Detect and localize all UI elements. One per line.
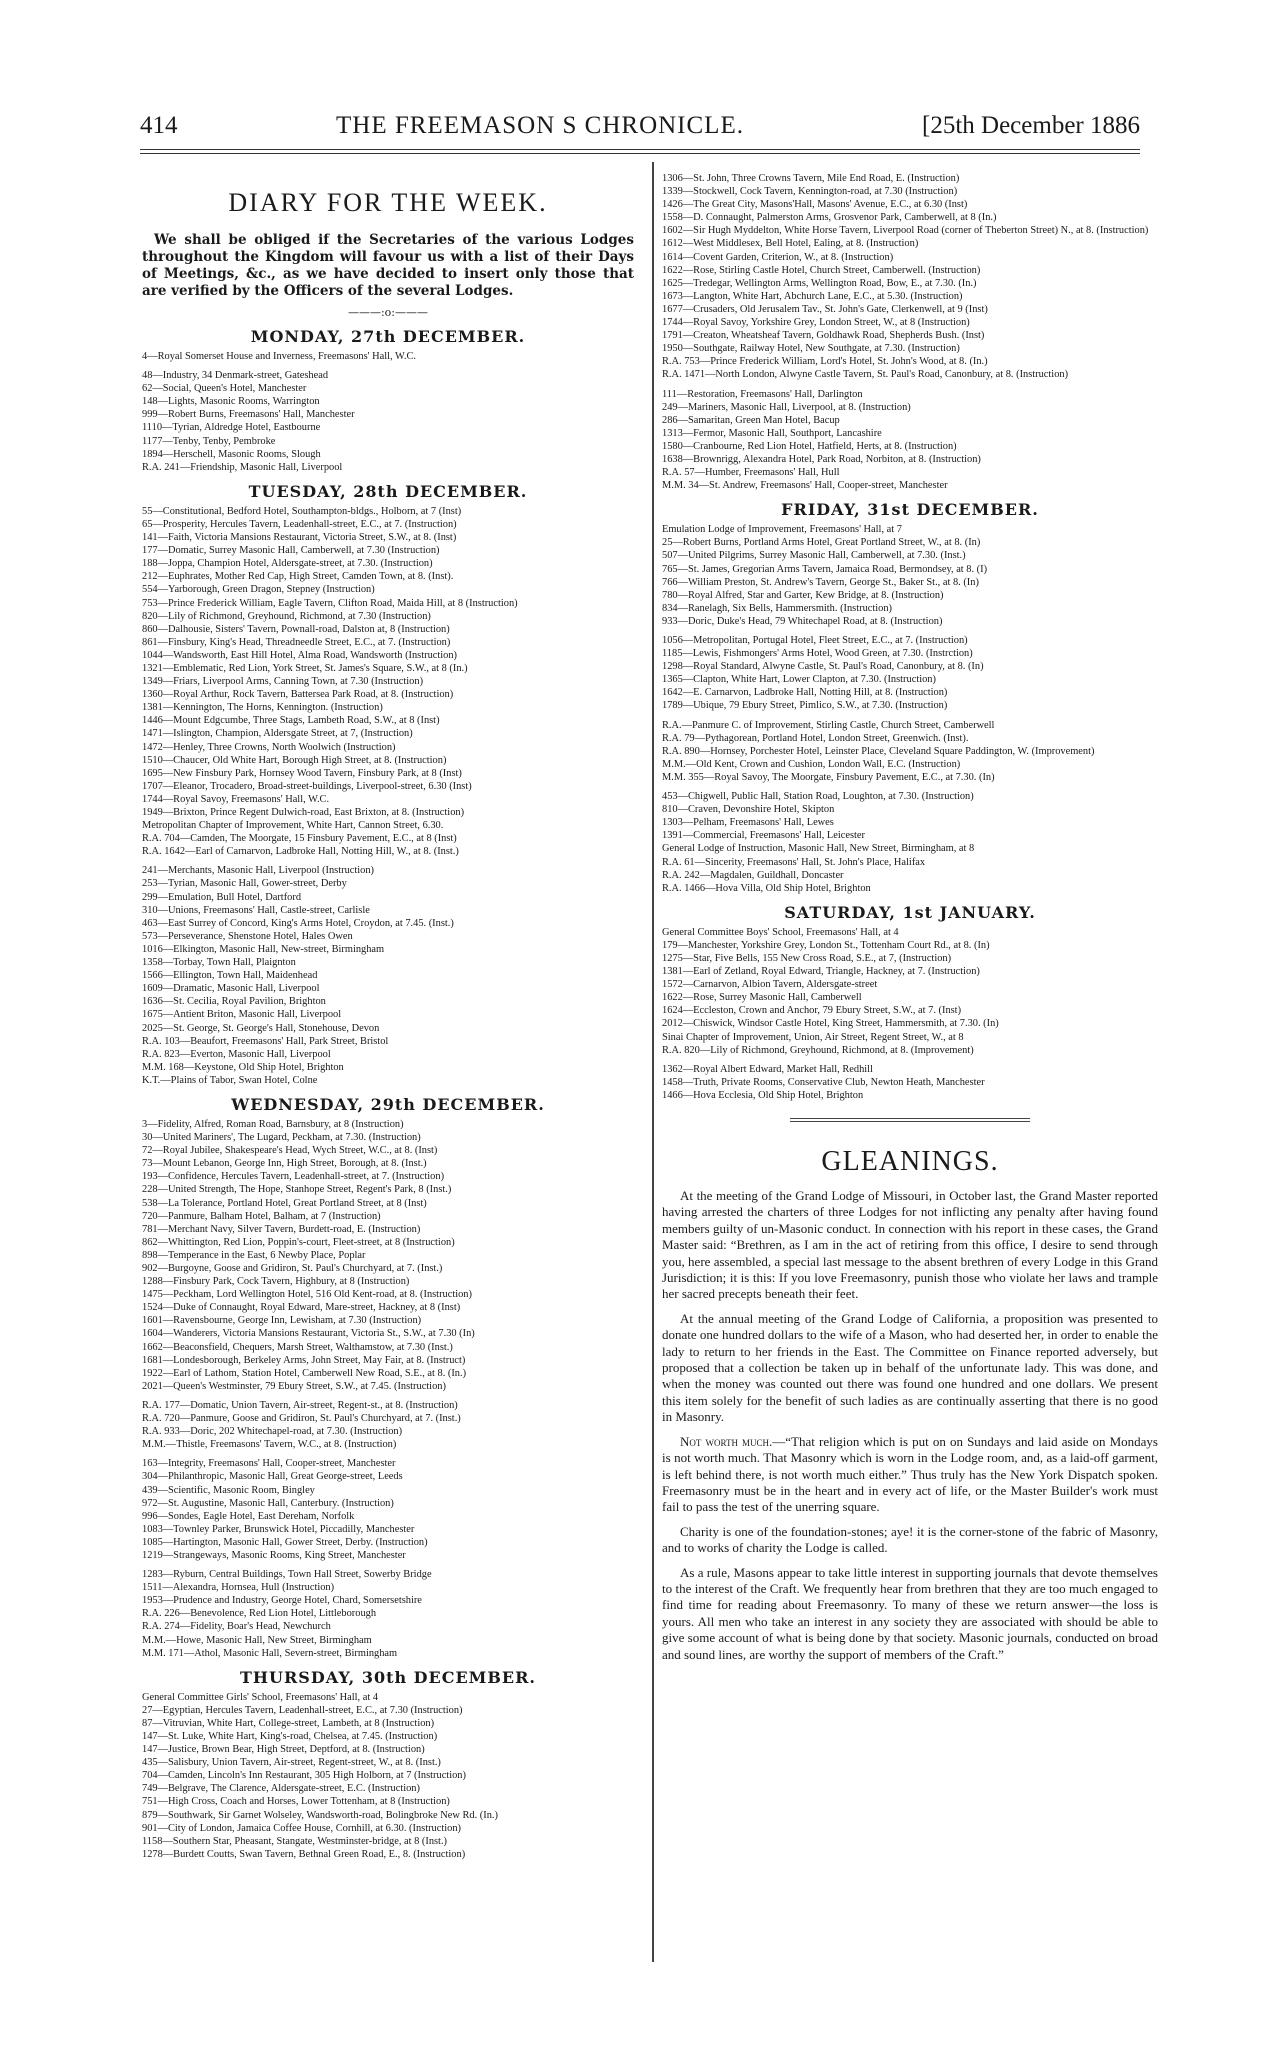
lodge-entry: 1283—Ryburn, Central Buildings, Town Hall Street, Sowerby Bridge <box>142 1569 432 1581</box>
lodge-entry: 1510—Chaucer, Old White Hart, Borough High Street, at 8. (Instruction) <box>142 754 447 766</box>
gleanings-title: GLEANINGS. <box>821 1146 999 1177</box>
section-separator <box>790 1118 1030 1122</box>
lodge-entry: 25—Robert Burns, Portland Arms Hotel, Great Portland Street, W., at 8. (In) <box>662 537 981 549</box>
lodge-entry: M.M.—Howe, Masonic Hall, New Street, Birmingham <box>142 1634 372 1646</box>
lodge-entry: 1612—West Middlesex, Bell Hotel, Ealing, at 8. (Instruction) <box>662 238 919 250</box>
lodge-entry: 228—United Strength, The Hope, Stanhope Street, Regent's Park, 8 (Inst.) <box>142 1184 452 1196</box>
lodge-entry: 780—Royal Alfred, Star and Garter, Kew Bridge, at 8. (Instruction) <box>662 589 944 601</box>
lodge-entry: 1278—Burdett Coutts, Swan Tavern, Bethnal Green Road, E., 8. (Instruction) <box>142 1848 466 1860</box>
lodge-entry: 1016—Elkington, Masonic Hall, New-street, Birmingham <box>142 943 385 955</box>
lodge-entry: 1953—Prudence and Industry, George Hotel, Chard, Somersetshire <box>142 1595 422 1607</box>
diary-days-right <box>662 162 1158 1102</box>
entry-group <box>662 172 1158 382</box>
lodge-entry: 463—East Surrey of Concord, King's Arms Hotel, Croydon, at 7.45. (Inst.) <box>142 917 454 929</box>
lodge-entry: 1185—Lewis, Fishmongers' Arms Hotel, Wood Green, at 7.30. (Instrction) <box>662 648 973 660</box>
lodge-entry: 1624—Eccleston, Crown and Anchor, 79 Ebury Street, S.W., at 7. (Inst) <box>662 1005 962 1017</box>
lodge-entry: 212—Euphrates, Mother Red Cap, High Street, Camden Town, at 8. (Inst). <box>142 571 454 583</box>
lodge-entry: R.A. 241—Friendship, Masonic Hall, Liverpool <box>142 461 343 473</box>
lodge-entry: R.A. 79—Pythagorean, Portland Hotel, London Street, Greenwich. (Inst). <box>662 732 969 744</box>
lodge-entry: 1446—Mount Edgcumbe, Three Stags, Lambeth Road, S.W., at 8 (Inst) <box>142 715 440 727</box>
lodge-entry: 1614—Covent Garden, Criterion, W., at 8. (Instruction) <box>662 251 894 263</box>
lodge-entry: 1472—Henley, Three Crowns, North Woolwich (Instruction) <box>142 741 396 753</box>
lodge-entry: 704—Camden, Lincoln's Inn Restaurant, 305 High Holborn, at 7 (Instruction) <box>142 1770 466 1782</box>
entry-group <box>142 1568 634 1660</box>
day-entries <box>142 1691 634 1861</box>
lodge-entry: R.A. 177—Domatic, Union Tavern, Air-street, Regent-st., at 8. (Instruction) <box>142 1399 458 1411</box>
entry-group <box>662 388 1158 493</box>
page-number: 414 <box>140 112 178 139</box>
paragraph-text: As a rule, Masons appear to take little interest in supporting journals that devote themselves to the interest of the Craft. We frequently hear from brethren that they are too much engaged to find time for reading about Freemasonry. To many of these we return answer—the loss is yours. All men who take an interest in any society they are associated with should be able to give some account of what is being done by that society. Masonic journals, conducted on broad and sound lines, are worthy the support of members of the Craft.” <box>662 1564 1158 1662</box>
lodge-entry: 1177—Tenby, Tenby, Pembroke <box>142 435 276 447</box>
lodge-entry: 1601—Ravensbourne, George Inn, Lewisham, at 7.30 (Instruction) <box>142 1315 422 1327</box>
lodge-entry: 1662—Beaconsfield, Chequers, Marsh Street, Walthamstow, at 7.30 (Inst.) <box>142 1341 453 1353</box>
day-entries <box>662 926 1158 1102</box>
lodge-entry: 1288—Finsbury Park, Cock Tavern, Highbury, at 8 (Instruction) <box>142 1276 410 1288</box>
lodge-entry: 2012—Chiswick, Windsor Castle Hotel, King Street, Hammersmith, at 7.30. (In) <box>662 1018 999 1030</box>
gleanings-paragraph <box>662 1434 1158 1516</box>
paper-title: THE FREEMASON S CHRONICLE. <box>336 112 744 139</box>
lodge-entry: 1707—Eleanor, Trocadero, Broad-street-buildings, Liverpool-street, 6.30 (Inst) <box>142 780 472 792</box>
lodge-entry: M.M.—Thistle, Freemasons' Tavern, W.C., at 8. (Instruction) <box>142 1439 397 1451</box>
lodge-entry: 1458—Truth, Private Rooms, Conservative Club, Newton Heath, Manchester <box>662 1076 985 1088</box>
lodge-entry: 1789—Ubique, 79 Ebury Street, Pimlico, S.W., at 7.30. (Instruction) <box>662 700 948 712</box>
lodge-entry: 507—United Pilgrims, Surrey Masonic Hall, Camberwell, at 7.30. (Inst.) <box>662 550 966 562</box>
lodge-entry: R.A. 226—Benevolence, Red Lion Hotel, Littleborough <box>142 1608 377 1620</box>
paragraph-text: At the annual meeting of the Grand Lodge of California, a proposition was presented to donate one hundred dollars to the wife of a Mason, who had deserted her, in order to enable the lady to return to her friends in the East. The Committee on Finance reported adversely, but proposed that a collection be taken up in behalf of the unfortunate lady. This was done, and when the money was counted out there was found one hundred and one dollars. We present this item solely for the benefit of such ladies as are continually asserting that there is no good in Masonry. <box>662 1310 1158 1425</box>
lodge-entry: 1085—Hartington, Masonic Hall, Gower Street, Derby. (Instruction) <box>142 1536 428 1548</box>
lodge-entry: R.A. 720—Panmure, Goose and Gridiron, St. Paul's Churchyard, at 7. (Inst.) <box>142 1413 461 1425</box>
lodge-entry: 1475—Peckham, Lord Wellington Hotel, 516 Old Kent-road, at 8. (Instruction) <box>142 1289 472 1301</box>
lodge-entry: 766—William Preston, St. Andrew's Tavern, George St., Baker St., at 8. (In) <box>662 576 979 588</box>
entry-group <box>662 523 1158 628</box>
day-heading: THURSDAY, 30th DECEMBER. <box>240 1667 536 1687</box>
lodge-entry: 2025—St. George, St. George's Hall, Stonehouse, Devon <box>142 1022 380 1034</box>
lodge-entry: 179—Manchester, Yorkshire Grey, London St., Tottenham Court Rd., at 8. (In) <box>662 939 990 951</box>
lodge-entry: R.A. 274—Fidelity, Boar's Head, Newchurch <box>142 1621 331 1633</box>
lodge-entry: 1219—Strangeways, Masonic Rooms, King Street, Manchester <box>142 1549 406 1561</box>
lodge-entry: General Lodge of Instruction, Masonic Hall, New Street, Birmingham, at 8 <box>662 843 975 855</box>
entry-group <box>142 369 634 474</box>
day-heading: TUESDAY, 28th DECEMBER. <box>248 481 528 501</box>
lodge-entry: 751—High Cross, Coach and Horses, Lower Tottenham, at 8 (Instruction) <box>142 1796 450 1808</box>
lodge-entry: 1681—Londesborough, Berkeley Arms, John Street, May Fair, at 8. (Instruct) <box>142 1354 466 1366</box>
lodge-entry: R.A. 933—Doric, 202 Whitechapel-road, at 7.30. (Instruction) <box>142 1426 403 1438</box>
lodge-entry: 972—St. Augustine, Masonic Hall, Canterbury. (Instruction) <box>142 1497 394 1509</box>
diary-title: DIARY FOR THE WEEK. <box>228 188 548 217</box>
lodge-entry: R.A. 704—Camden, The Moorgate, 15 Finsbury Pavement, E.C., at 8 (Inst) <box>142 833 457 845</box>
left-column <box>142 160 634 1867</box>
lodge-entry: 1677—Crusaders, Old Jerusalem Tav., St. John's Gate, Clerkenwell, at 9 (Inst) <box>662 303 988 315</box>
lodge-entry: R.A. 823—Everton, Masonic Hall, Liverpool <box>142 1048 331 1060</box>
lodge-entry: 4—Royal Somerset House and Inverness, Freemasons' Hall, W.C. <box>142 351 417 362</box>
lodge-entry: 87—Vitruvian, White Hart, College-street, Lambeth, at 8 (Instruction) <box>142 1717 435 1729</box>
lodge-entry: 435—Salisbury, Union Tavern, Air-street, Regent-street, W., at 8. (Inst.) <box>142 1757 441 1769</box>
entry-group <box>662 719 1158 784</box>
lodge-entry: 1471—Islington, Champion, Aldersgate Street, at 7, (Instruction) <box>142 728 413 740</box>
lodge-entry: 1303—Pelham, Freemasons' Hall, Lewes <box>662 817 834 829</box>
lodge-entry: 241—Merchants, Masonic Hall, Liverpool (Instruction) <box>142 865 375 877</box>
page-header <box>140 112 1140 152</box>
header-rule <box>140 149 1140 154</box>
paragraph-text: —“That religion which is put on on Sundays and laid aside on Mondays is not worth much. That Masonry which is worn in the Lodge room, and, as a laid-off garment, is left behind there, is not worth much either.” Thus truly has the New York Dispatch spoken. Freemasonry must be in the heart and in every act of life, or the Master Builder's work must fail to pass the test of the unerring square. <box>662 1433 1158 1515</box>
gleanings-paragraph <box>662 1188 1158 1303</box>
lodge-entry: 1642—E. Carnarvon, Ladbroke Hall, Notting Hill, at 8. (Instruction) <box>662 687 948 699</box>
lodge-entry: 1365—Clapton, White Hart, Lower Clapton, at 7.30. (Instruction) <box>662 674 936 686</box>
lodge-entry: Metropolitan Chapter of Improvement, White Hart, Cannon Street, 6.30. <box>142 820 444 832</box>
lodge-entry: 65—Prosperity, Hercules Tavern, Leadenhall-street, E.C., at 7. (Instruction) <box>142 518 457 530</box>
lodge-entry: 1298—Royal Standard, Alwyne Castle, St. Paul's Road, Canonbury, at 8. (In) <box>662 661 984 673</box>
lodge-entry: 862—Whittington, Red Lion, Poppin's-court, Fleet-street, at 8 (Instruction) <box>142 1236 455 1248</box>
lodge-entry: 1625—Tredegar, Wellington Arms, Wellington Road, Bow, E., at 7.30. (In.) <box>662 277 977 289</box>
lodge-entry: 73—Mount Lebanon, George Inn, High Street, Borough, at 8. (Inst.) <box>142 1158 427 1170</box>
lodge-entry: R.A. 890—Hornsey, Porchester Hotel, Leinster Place, Cleveland Square Paddington, W. (Improvement) <box>662 745 1095 757</box>
day-heading: FRIDAY, 31st DECEMBER. <box>781 500 1039 520</box>
lodge-entry: R.A. 1471—North London, Alwyne Castle Tavern, St. Paul's Road, Canonbury, at 8. (Instruction) <box>662 369 1069 381</box>
lodge-entry: 27—Egyptian, Hercules Tavern, Leadenhall-street, E.C., at 7.30 (Instruction) <box>142 1704 463 1716</box>
lodge-entry: 253—Tyrian, Masonic Hall, Gower-street, Derby <box>142 878 347 890</box>
lodge-entry: 3—Fidelity, Alfred, Roman Road, Barnsbury, at 8 (Instruction) <box>142 1118 404 1130</box>
lodge-entry: M.M. 34—St. Andrew, Freemasons' Hall, Cooper-street, Manchester <box>662 480 948 492</box>
lodge-entry: 996—Sondes, Eagle Hotel, East Dereham, Norfolk <box>142 1510 355 1522</box>
lodge-entry: 1572—Carnarvon, Albion Tavern, Aldersgate-street <box>662 979 878 991</box>
entry-group <box>142 1457 634 1562</box>
entry-group <box>662 790 1158 895</box>
lodge-entry: 749—Belgrave, The Clarence, Aldersgate-street, E.C. (Instruction) <box>142 1783 420 1795</box>
entry-group <box>142 1691 634 1861</box>
lodge-entry: 1306—St. John, Three Crowns Tavern, Mile End Road, E. (Instruction) <box>662 173 960 184</box>
lodge-entry: 1636—St. Cecilia, Royal Pavilion, Brighton <box>142 996 326 1008</box>
day-heading: MONDAY, 27th DECEMBER. <box>250 327 526 346</box>
lodge-entry: 1695—New Finsbury Park, Hornsey Wood Tavern, Finsbury Park, at 8 (Inst) <box>142 767 462 779</box>
lodge-entry: 753—Prince Frederick William, Eagle Tavern, Clifton Road, Maida Hill, at 8 (Instruction) <box>142 597 518 609</box>
day-entries <box>142 505 634 1087</box>
lodge-entry: 999—Robert Burns, Freemasons' Hall, Manchester <box>142 409 355 421</box>
gleanings-body <box>662 1188 1158 1663</box>
lodge-entry: 286—Samaritan, Green Man Hotel, Bacup <box>662 414 840 426</box>
ornament-divider: ———:o:——— <box>347 306 429 319</box>
lodge-entry: K.T.—Plains of Tabor, Swan Hotel, Colne <box>142 1074 318 1086</box>
lodge-entry: 177—Domatic, Surrey Masonic Hall, Camberwell, at 7.30 (Instruction) <box>142 545 440 557</box>
day-entries <box>662 523 1158 895</box>
lodge-entry: 1110—Tyrian, Aldredge Hotel, Eastbourne <box>142 422 321 434</box>
lodge-entry: 1158—Southern Star, Pheasant, Stangate, Westminster-bridge, at 8 (Inst.) <box>142 1835 448 1847</box>
lodge-entry: 1894—Herschell, Masonic Rooms, Slough <box>142 448 321 460</box>
entry-group <box>662 634 1158 713</box>
lodge-entry: 1609—Dramatic, Masonic Hall, Liverpool <box>142 983 320 995</box>
lodge-entry: M.M.—Old Kent, Crown and Cushion, London Wall, E.C. (Instruction) <box>662 758 961 770</box>
lodge-entry: 720—Panmure, Balham Hotel, Balham, at 7 (Instruction) <box>142 1210 381 1222</box>
lodge-entry: 901—City of London, Jamaica Coffee House, Cornhill, at 6.30. (Instruction) <box>142 1822 461 1834</box>
lodge-entry: 1558—D. Connaught, Palmerston Arms, Grosvenor Park, Camberwell, at 8 (In.) <box>662 212 997 224</box>
lodge-entry: R.A. 1466—Hova Villa, Old Ship Hotel, Brighton <box>662 882 871 894</box>
lodge-entry: 2021—Queen's Westminster, 79 Ebury Street, S.W., at 7.45. (Instruction) <box>142 1380 446 1392</box>
lodge-entry: 147—St. Luke, White Hart, King's-road, Chelsea, at 7.45. (Instruction) <box>142 1731 438 1742</box>
lodge-entry: 1673—Langton, White Hart, Abchurch Lane, E.C., at 5.30. (Instruction) <box>662 290 963 302</box>
lodge-entry: 1744—Royal Savoy, Freemasons' Hall, W.C. <box>142 793 330 805</box>
lodge-entry: M.M. 355—Royal Savoy, The Moorgate, Finsbury Pavement, E.C., at 7.30. (In) <box>662 771 995 783</box>
lodge-entry: 1638—Brownrigg, Alexandra Hotel, Park Road, Norbiton, at 8. (Instruction) <box>662 453 981 465</box>
lodge-entry: 765—St. James, Gregorian Arms Tavern, Jamaica Road, Bermondsey, at 8. (I) <box>662 563 988 575</box>
lodge-entry: 1466—Hova Ecclesia, Old Ship Hotel, Brighton <box>662 1089 864 1101</box>
lodge-entry: R.A. 61—Sincerity, Freemasons' Hall, St. John's Place, Halifax <box>662 856 926 868</box>
lodge-entry: 1566—Ellington, Town Hall, Maidenhead <box>142 970 318 982</box>
lodge-entry: 1313—Fermor, Masonic Hall, Southport, Lancashire <box>662 427 882 439</box>
lodge-entry: 860—Dalhousie, Sisters' Tavern, Pownall-road, Dalston at, 8 (Instruction) <box>142 623 450 635</box>
lodge-entry: 1949—Brixton, Prince Regent Dulwich-road, East Brixton, at 8. (Instruction) <box>142 807 465 818</box>
lodge-entry: 62—Social, Queen's Hotel, Manchester <box>142 383 307 395</box>
right-column <box>652 162 1158 1962</box>
lodge-entry: 933—Doric, Duke's Head, 79 Whitechapel Road, at 8. (Instruction) <box>662 615 943 627</box>
day-entries <box>662 172 1158 492</box>
lodge-entry: 1321—Emblematic, Red Lion, York Street, St. James's Square, S.W., at 8 (In.) <box>142 662 468 674</box>
lodge-entry: 148—Lights, Masonic Rooms, Warrington <box>142 396 320 408</box>
gleanings-paragraph <box>662 1311 1158 1426</box>
gleanings-paragraph <box>662 1524 1158 1557</box>
entry-group <box>142 350 634 363</box>
lodge-entry: 1524—Duke of Connaught, Royal Edward, Mare-street, Hackney, at 8 (Inst) <box>142 1302 461 1314</box>
day-entries <box>142 1118 634 1660</box>
lodge-entry: 1675—Antient Briton, Masonic Hall, Liverpool <box>142 1009 342 1021</box>
lodge-entry: M.M. 168—Keystone, Old Ship Hotel, Brighton <box>142 1061 344 1073</box>
lodge-entry: General Committee Girls' School, Freemasons' Hall, at 4 <box>142 1691 379 1703</box>
entry-group <box>142 1399 634 1451</box>
lodge-entry: 1426—The Great City, Masons'Hall, Masons' Avenue, E.C., at 6.30 (Inst) <box>662 199 968 211</box>
lodge-entry: 573—Perseverance, Shenstone Hotel, Hales Owen <box>142 930 353 942</box>
paragraph-text: At the meeting of the Grand Lodge of Missouri, in October last, the Grand Master reported having arrested the charters of three Lodges for not inflicting any penalty after having found members guilty of un-Masonic conduct. In connection with his report in these cases, the Grand Master said: “Brethren, as I am in the act of retiring from this office, I desire to send through you, here assembled, a special last message to the absent brethren of every Lodge in this Grand Jurisdiction; it is this: If you love Freemasonry, punish those who violate her laws and trample her sacred precepts beneath their feet. <box>662 1188 1158 1302</box>
lodge-entry: 1056—Metropolitan, Portugal Hotel, Fleet Street, E.C., at 7. (Instruction) <box>662 635 968 646</box>
lodge-entry: 310—Unions, Freemasons' Hall, Castle-street, Carlisle <box>142 904 370 916</box>
lodge-entry: 820—Lily of Richmond, Greyhound, Richmond, at 7.30 (Instruction) <box>142 610 431 622</box>
lodge-entry: M.M. 171—Athol, Masonic Hall, Severn-street, Birmingham <box>142 1647 398 1659</box>
lodge-entry: 879—Southwark, Sir Garnet Wolseley, Wandsworth-road, Bolingbroke New Rd. (In.) <box>142 1809 498 1821</box>
lodge-entry: 1381—Earl of Zetland, Royal Edward, Triangle, Hackney, at 7. (Instruction) <box>662 966 980 978</box>
lodge-entry: R.A. 820—Lily of Richmond, Greyhound, Richmond, at 8. (Improvement) <box>662 1044 974 1056</box>
lodge-entry: 1950—Southgate, Railway Hotel, New Southgate, at 7.30. (Instruction) <box>662 343 960 355</box>
lodge-entry: 1358—Torbay, Town Hall, Plaignton <box>142 957 296 969</box>
lodge-entry: 810—Craven, Devonshire Hotel, Skipton <box>662 804 835 816</box>
lodge-entry: 30—United Mariners', The Lugard, Peckham, at 7.30. (Instruction) <box>142 1132 421 1144</box>
lodge-entry: 188—Joppa, Champion Hotel, Aldersgate-street, at 7.30. (Instruction) <box>142 558 433 570</box>
paragraph-lead: Not worth much. <box>680 1433 773 1449</box>
lodge-entry: 1744—Royal Savoy, Yorkshire Grey, London Street, W., at 8 (Instruction) <box>662 317 970 329</box>
lodge-entry: 781—Merchant Navy, Silver Tavern, Burdett-road, E. (Instruction) <box>142 1223 421 1235</box>
lodge-entry: 554—Yarborough, Green Dragon, Stepney (Instruction) <box>142 584 375 596</box>
lodge-entry: 1349—Friars, Liverpool Arms, Canning Town, at 7.30 (Instruction) <box>142 676 424 688</box>
lodge-entry: General Committee Boys' School, Freemasons' Hall, at 4 <box>662 926 899 938</box>
lodge-entry: 1622—Rose, Surrey Masonic Hall, Camberwell <box>662 992 862 1004</box>
lodge-entry: Emulation Lodge of Improvement, Freemasons' Hall, at 7 <box>662 524 902 536</box>
lodge-entry: 1580—Cranbourne, Red Lion Hotel, Hatfield, Herts, at 8. (Instruction) <box>662 440 957 452</box>
entry-group <box>662 926 1158 1057</box>
lodge-entry: 304—Philanthropic, Masonic Hall, Great George-street, Leeds <box>142 1471 403 1483</box>
lodge-entry: R.A.—Panmure C. of Improvement, Stirling Castle, Church Street, Camberwell <box>662 719 995 731</box>
entry-group <box>142 864 634 1087</box>
lodge-entry: Sinai Chapter of Improvement, Union, Air Street, Regent Street, W., at 8 <box>662 1031 964 1043</box>
lodge-entry: 439—Scientific, Masonic Room, Bingley <box>142 1484 315 1496</box>
entry-group <box>662 1063 1158 1102</box>
day-heading: WEDNESDAY, 29th DECEMBER. <box>231 1094 545 1114</box>
lodge-entry: 1791—Creaton, Wheatsheaf Tavern, Goldhawk Road, Shepherds Bush. (Inst) <box>662 330 985 342</box>
lodge-entry: 1922—Earl of Lathom, Station Hotel, Camberwell New Road, S.E., at 8. (In.) <box>142 1367 467 1379</box>
diary-days-left <box>142 327 634 1861</box>
lodge-entry: 249—Mariners, Masonic Hall, Liverpool, at 8. (Instruction) <box>662 401 911 413</box>
diary-intro: We shall be obliged if the Secretaries of the various Lodges throughout the Kingdom will favour us with a list of their Days of Meetings, &c., as we have decided to insert only those that are verified by the Officers of the several Lodges. <box>142 232 634 299</box>
issue-date: [25th December 1886 <box>922 112 1140 139</box>
lodge-entry: 55—Constitutional, Bedford Hotel, Southampton-bldgs., Holborn, at 7 (Inst) <box>142 505 462 517</box>
lodge-entry: 453—Chigwell, Public Hall, Station Road, Loughton, at 7.30. (Instruction) <box>662 791 974 803</box>
lodge-entry: 861—Finsbury, King's Head, Threadneedle Street, E.C., at 7. (Instruction) <box>142 636 451 648</box>
lodge-entry: 1044—Wandsworth, East Hill Hotel, Alma Road, Wandsworth (Instruction) <box>142 649 458 661</box>
lodge-entry: 902—Burgoyne, Goose and Gridiron, St. Paul's Churchyard, at 7. (Inst.) <box>142 1263 443 1274</box>
lodge-entry: 72—Royal Jubilee, Shakespeare's Head, Wych Street, W.C., at 8. (Inst) <box>142 1145 438 1157</box>
lodge-entry: 1602—Sir Hugh Myddelton, White Horse Tavern, Liverpool Road (corner of Theberton Street) N., at 8. (Instruction) <box>662 225 1149 237</box>
lodge-entry: 1362—Royal Albert Edward, Market Hall, Redhill <box>662 1063 873 1075</box>
day-heading: SATURDAY, 1st JANUARY. <box>784 902 1036 922</box>
lodge-entry: 1339—Stockwell, Cock Tavern, Kennington-road, at 7.30 (Instruction) <box>662 186 958 198</box>
lodge-entry: 1511—Alexandra, Hornsea, Hull (Instruction) <box>142 1582 335 1594</box>
lodge-entry: 111—Restoration, Freemasons' Hall, Darlington <box>662 388 863 400</box>
lodge-entry: 1622—Rose, Stirling Castle Hotel, Church Street, Camberwell. (Instruction) <box>662 264 981 276</box>
lodge-entry: 1604—Wanderers, Victoria Mansions Restaurant, Victoria St., S.W., at 7.30 (In) <box>142 1328 475 1340</box>
lodge-entry: R.A. 242—Magdalen, Guildhall, Doncaster <box>662 869 844 881</box>
lodge-entry: 898—Temperance in the East, 6 Newby Place, Poplar <box>142 1249 366 1261</box>
lodge-entry: 299—Emulation, Bull Hotel, Dartford <box>142 891 302 903</box>
lodge-entry: 141—Faith, Victoria Mansions Restaurant, Victoria Street, S.W., at 8. (Inst) <box>142 532 457 544</box>
lodge-entry: 163—Integrity, Freemasons' Hall, Cooper-street, Manchester <box>142 1458 396 1470</box>
lodge-entry: R.A. 1642—Earl of Carnarvon, Ladbroke Hall, Notting Hill, W., at 8. (Inst.) <box>142 846 459 858</box>
lodge-entry: 1360—Royal Arthur, Rock Tavern, Battersea Park Road, at 8. (Instruction) <box>142 689 454 701</box>
lodge-entry: 834—Ranelagh, Six Bells, Hammersmith. (Instruction) <box>662 602 893 614</box>
paragraph-text: Charity is one of the foundation-stones; aye! it is the corner-stone of the fabric of Masonry, and to works of charity the Lodge is called. <box>662 1523 1158 1556</box>
entry-group <box>142 505 634 859</box>
lodge-entry: 1391—Commercial, Freemasons' Hall, Leicester <box>662 830 865 842</box>
entry-group <box>142 1118 634 1393</box>
lodge-entry: 147—Justice, Brown Bear, High Street, Deptford, at 8. (Instruction) <box>142 1744 425 1756</box>
gleanings-paragraph <box>662 1565 1158 1663</box>
lodge-entry: 48—Industry, 34 Denmark-street, Gateshead <box>142 370 329 382</box>
lodge-entry: 1083—Townley Parker, Brunswick Hotel, Piccadilly, Manchester <box>142 1523 415 1535</box>
lodge-entry: R.A. 57—Humber, Freemasons' Hall, Hull <box>662 467 840 479</box>
lodge-entry: 1381—Kennington, The Horns, Kennington. (Instruction) <box>142 702 383 714</box>
lodge-entry: 193—Confidence, Hercules Tavern, Leadenhall-street, at 7. (Instruction) <box>142 1171 445 1183</box>
lodge-entry: R.A. 103—Beaufort, Freemasons' Hall, Park Street, Bristol <box>142 1035 389 1047</box>
lodge-entry: 1275—Star, Five Bells, 155 New Cross Road, S.E., at 7, (Instruction) <box>662 952 952 964</box>
lodge-entry: 538—La Tolerance, Portland Hotel, Great Portland Street, at 8 (Inst) <box>142 1197 427 1209</box>
lodge-entry: R.A. 753—Prince Frederick William, Lord's Hotel, St. John's Wood, at 8. (In.) <box>662 356 988 368</box>
day-entries <box>142 350 634 474</box>
